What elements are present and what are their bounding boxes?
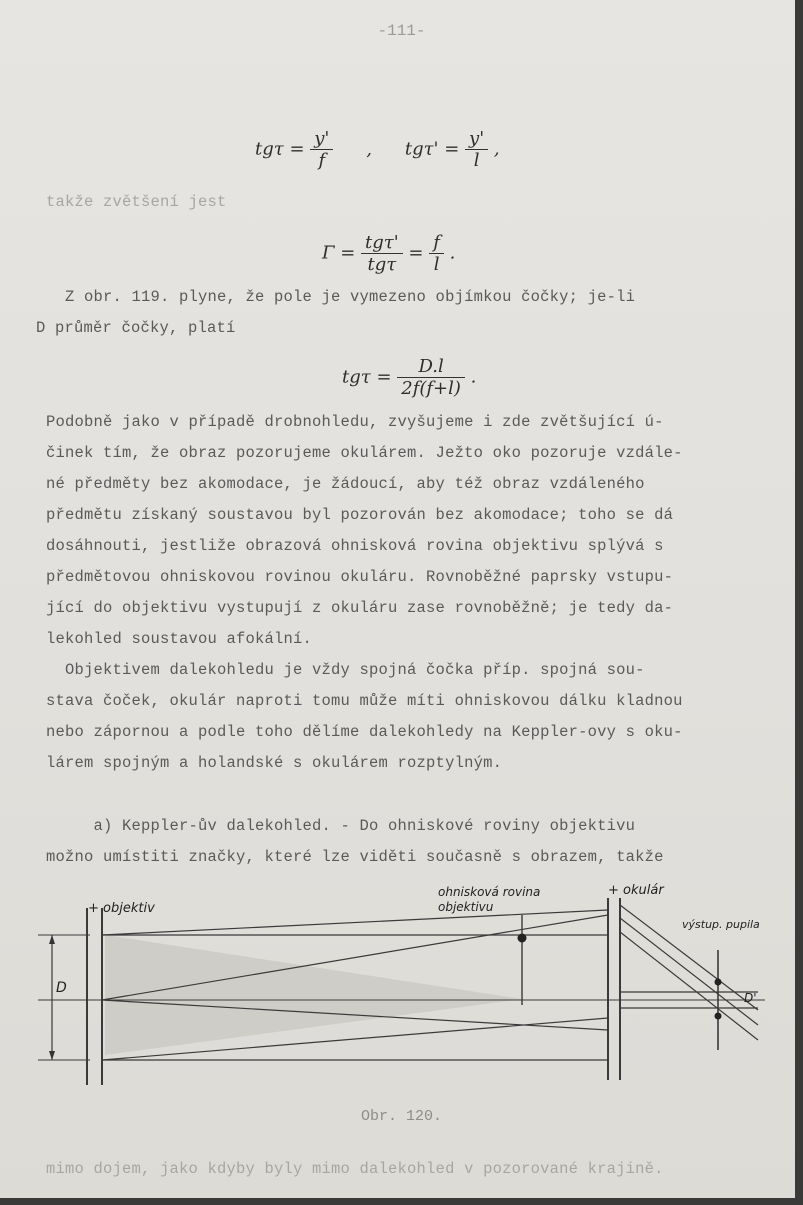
label-objective: + objektiv <box>88 901 155 916</box>
formula-lhs: tgτ <box>255 138 284 160</box>
formula-rhs: tgτ' <box>404 138 439 160</box>
ray <box>620 918 758 1025</box>
text-line: né předměty bez akomodace, je žádoucí, aby též obraz vzdáleného <box>46 475 645 493</box>
formula-tangent: tgτ = $\frac{y'}{f}$ , tgτ' = $\frac{y'}{l}$ , <box>255 128 500 171</box>
figure-caption: Obr. 120. <box>360 1108 442 1125</box>
text-line: Objektivem dalekohledu je vždy spojná čočka příp. spojná sou- <box>46 661 645 679</box>
text-line: jící do objektivu vystupují z okuláru zase rovnoběžně; je tedy da- <box>46 599 674 617</box>
label-exit-pupil: výstup. pupila <box>682 918 760 931</box>
label-D-prime: D' <box>744 991 757 1005</box>
ray <box>102 910 608 935</box>
text-line: Z obr. 119. plyne, že pole je vymezeno objímkou čočky; je-li <box>46 288 636 306</box>
label-D: D <box>56 980 67 996</box>
fraction: $\frac{\text{tgτ'}}{\text{tgτ}}$ <box>361 232 403 275</box>
focal-point <box>518 934 527 943</box>
label-eyepiece: + okulár <box>608 883 664 898</box>
fraction: $\frac{y'}{f}$ <box>310 128 333 171</box>
fraction: $\frac{y'}{l}$ <box>465 128 488 171</box>
formula-magnification: Γ = $\frac{\text{tgτ'}}{\text{tgτ}}$ = $\frac{f}{l}$ . <box>322 232 456 275</box>
text-line: D průměr čočky, platí <box>36 319 236 337</box>
formula-lhs: Γ <box>322 242 335 264</box>
ray-cone <box>105 935 522 1055</box>
text-line: nebo zápornou a podle toho dělíme dalekohledy na Keppler-ovy s oku- <box>46 723 683 741</box>
formula-field: tgτ = $\frac{D.l}{2f(f+l)}$ . <box>342 356 477 399</box>
text-line: takže zvětšení jest <box>46 193 227 211</box>
text-line: možno umístiti značky, které lze viděti současně s obrazem, takže <box>46 848 664 866</box>
formula-lhs: tgτ <box>342 366 371 388</box>
text-line: činek tím, že obraz pozorujeme okulárem. Ježto oko pozoruje vzdále- <box>46 444 683 462</box>
text-line: předmětovou ohniskovou rovinou okuláru. Rovnoběžné paprsky vstupu- <box>46 568 674 586</box>
text-line: a) Keppler-ův dalekohled. - Do ohniskové roviny objektivu <box>46 817 636 835</box>
fraction: $\frac{f}{l}$ <box>429 232 444 275</box>
page-number: -111- <box>377 22 426 40</box>
text-line: stava čoček, okulár naproti tomu může míti ohniskovou dálku kladnou <box>46 692 683 710</box>
text-line: lekohled soustavou afokální. <box>46 630 313 648</box>
text-line: lárem spojným a holandské s okulárem rozptylným. <box>46 754 503 772</box>
formula-separator: , <box>366 138 372 160</box>
kepler-telescope-diagram <box>30 880 770 1095</box>
text-line: mimo dojem, jako kdyby byly mimo dalekohled v pozorované krajině. <box>46 1160 664 1178</box>
text-line: Podobně jako v případě drobnohledu, zvyšujeme i zde zvětšující ú- <box>46 413 664 431</box>
text-line: předmětu získaný soustavou byl pozorován bez akomodace; toho se dá <box>46 506 674 524</box>
label-focal-plane-sub: objektivu <box>438 900 494 914</box>
text-line: dosáhnouti, jestliže obrazová ohnisková rovina objektivu splývá s <box>46 537 664 555</box>
label-focal-plane: ohnisková rovina <box>438 885 541 899</box>
fraction: $\frac{D.l}{2f(f+l)}$ <box>397 356 465 399</box>
ray <box>620 932 758 1040</box>
